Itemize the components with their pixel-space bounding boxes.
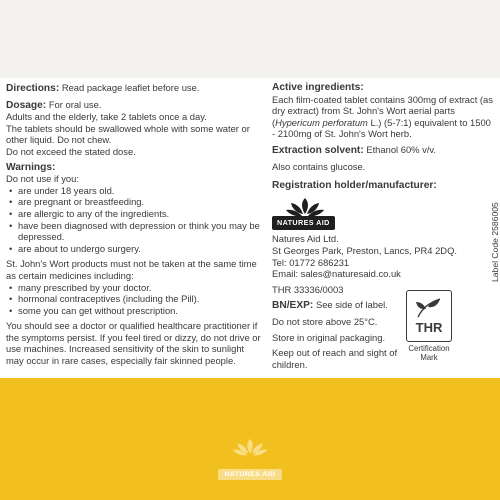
dosage-line [6, 99, 264, 112]
dosage-text: For oral use. [48, 98, 102, 110]
list-item: • many prescribed by your doctor. [18, 282, 264, 294]
company-name: Natures Aid Ltd. [272, 233, 339, 245]
thr-number: THR 33336/0003 [272, 283, 344, 295]
list-item: • have been diagnosed with depression or think you may be depressed. [18, 220, 264, 243]
medicines-list [6, 282, 264, 317]
thr-caption: Certification Mark [408, 344, 450, 362]
solvent-text: Ethanol 60% v/v. [366, 143, 436, 155]
list-item: • hormonal contraceptives (including the Pill). [18, 293, 264, 305]
storage-packaging: Store in original packaging. [272, 331, 386, 343]
natures-aid-logo [272, 196, 494, 231]
list-item: • are pregnant or breastfeeding. [18, 196, 264, 208]
company-email: Email: sales@naturesaid.co.uk [272, 268, 401, 280]
logo-wordmark: NATURES AID [272, 216, 335, 231]
thr-leaf-icon [414, 295, 444, 319]
top-strip [0, 0, 500, 78]
dosage-line-2: The tablets should be swallowed whole with some water or other liquid. Do not chew. [6, 122, 250, 146]
bn-line [272, 299, 402, 312]
list-item: • are allergic to any of the ingredients. [18, 208, 264, 220]
solvent-line [272, 144, 494, 157]
company-address: St Georges Park, Preston, Lancs, PR4 2DQ. [272, 244, 457, 256]
bn-label: BN/EXP: [272, 300, 314, 312]
footer-leaf-icon [220, 436, 280, 458]
left-column [6, 82, 264, 367]
warnings-heading: Warnings: [6, 161, 56, 173]
footer-logo-wordmark: NATURES AID [218, 469, 281, 480]
dosage-label: Dosage: [6, 99, 47, 111]
active-pre: Each film-coated tablet contains 300mg of extract (as dry extract) from St. John's Wort aerial parts ( [272, 93, 493, 128]
dosage-line-1: Adults and the elderly, take 2 tablets once a day. [6, 111, 207, 123]
footer-logo [210, 436, 290, 481]
registration-heading: Registration holder/manufacturer: [272, 180, 437, 192]
storage-children: Keep out of reach and sight of children. [272, 347, 398, 370]
active-ingredients-heading: Active ingredients: [272, 82, 364, 93]
right-column [272, 82, 494, 370]
active-post: L.) (5-7:1) equivalent to 1500 - 2100mg of St. John's Wort herb. [272, 116, 491, 140]
directions-label: Directions: [6, 83, 60, 94]
advice-text: You should see a doctor or qualified healthcare practitioner if the symptoms persist. If you feel tired or dizzy, do not drive or use machines. Increased sensitivity of the skin to sunlight may occur in rare cases, especially fair skinned people. [6, 320, 261, 367]
storage-temp: Do not store above 25°C. [272, 315, 378, 327]
directions-line [6, 82, 264, 95]
warnings-intro: Do not use if you: [6, 173, 79, 185]
bn-text: See side of label. [315, 299, 388, 311]
medicines-intro: St. John's Wort products must not be taken at the same time as certain medicines including: [6, 258, 257, 281]
thr-badge-text: THR [415, 320, 443, 335]
list-item: • some you can get without prescription. [18, 305, 264, 317]
active-ingredients-text [272, 94, 494, 140]
glucose-text: Also contains glucose. [272, 160, 366, 172]
solvent-label: Extraction solvent: [272, 144, 364, 156]
list-item: • are about to undergo surgery. [18, 243, 264, 255]
thr-badge [406, 290, 452, 342]
warnings-list [6, 185, 264, 255]
directions-text: Read package leaflet before use. [61, 82, 200, 93]
leaf-logo-icon [272, 196, 338, 218]
company-tel: Tel: 01772 686231 [272, 256, 350, 268]
active-latin: Hypericum perforatum [275, 116, 368, 128]
label-code: Label Code 2586005 [490, 202, 500, 282]
thr-certification [404, 290, 454, 362]
list-item: • are under 18 years old. [18, 185, 264, 197]
dosage-line-3: Do not exceed the stated dose. [6, 145, 136, 157]
